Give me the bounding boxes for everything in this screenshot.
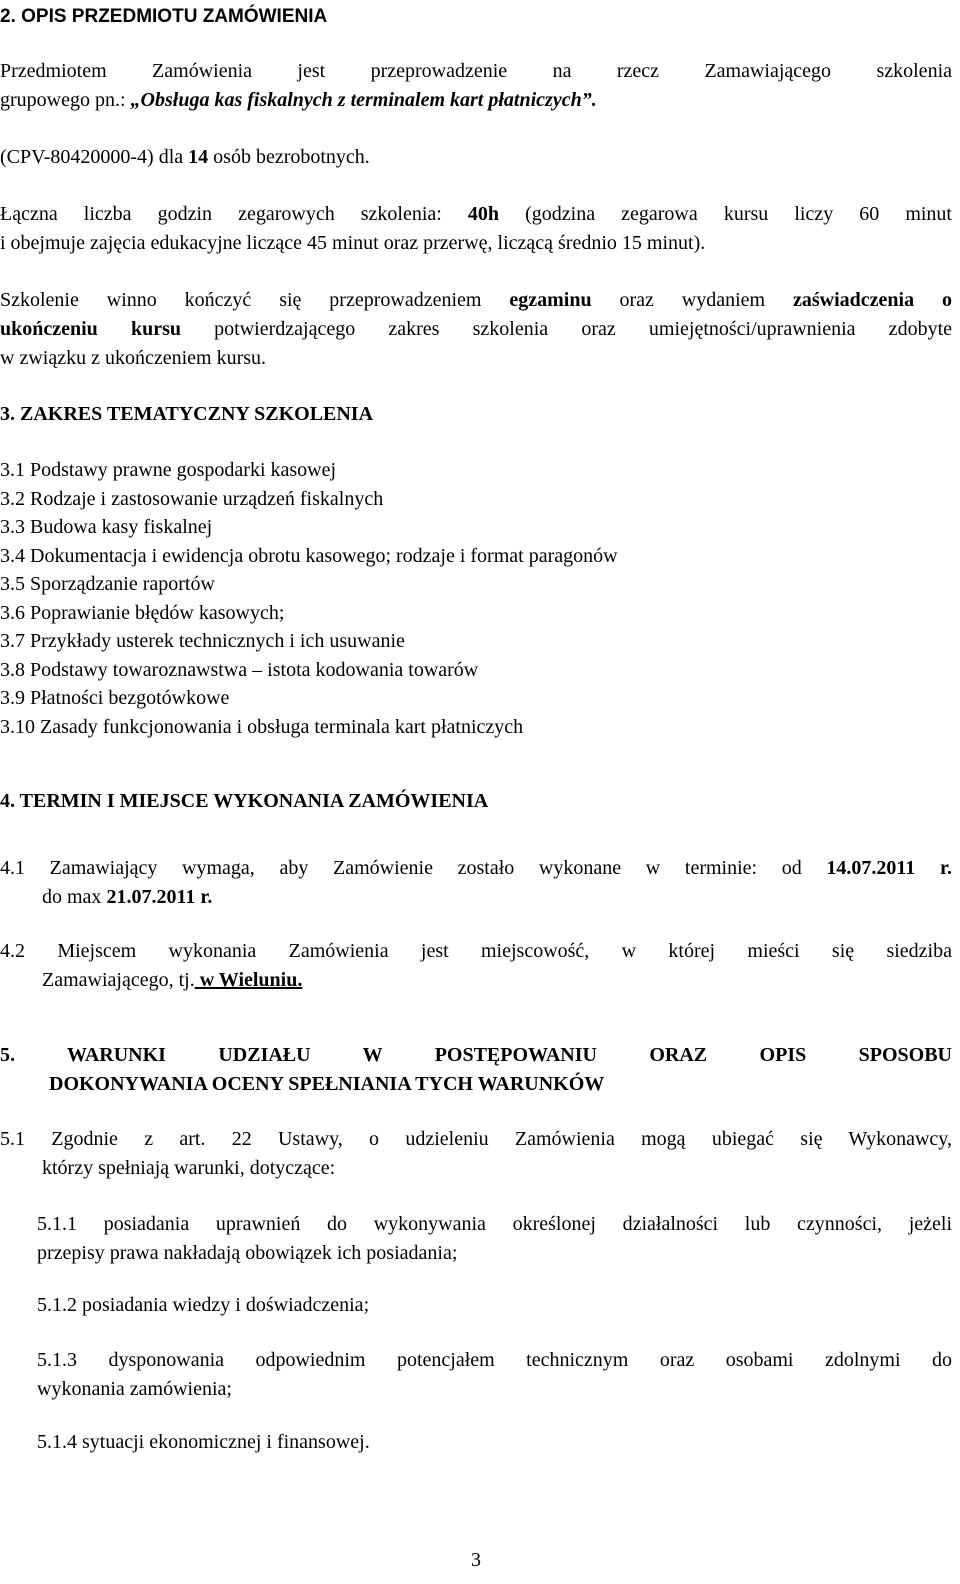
topic-item: 3.6 Poprawianie błędów kasowych;: [0, 601, 285, 624]
condition-1-line-2: przepisy prawa nakładają obowiązek ich posiadania;: [37, 1242, 458, 1264]
condition-4: 5.1.4 sytuacji ekonomicznej i finansowej.: [37, 1431, 370, 1453]
exam-text-line2: potwierdzającego zakres szkolenia oraz umiejętności/uprawnienia zdobyte: [181, 318, 952, 340]
term-max-text: do max: [42, 886, 107, 908]
conditions-line-1: 5.1 Zgodnie z art. 22 Ustawy, o udzieleniu Zamówienia mogą ubiegać się Wykonawcy,: [0, 1128, 952, 1150]
hours-prefix: Łączna liczba godzin zegarowych szkolenia:: [0, 203, 468, 225]
intro-line-1: Przedmiotem Zamówienia jest przeprowadzenie na rzecz Zamawiającego szkolenia: [0, 60, 952, 82]
hours-line-1: [0, 200, 952, 229]
topic-item: 3.10 Zasady funkcjonowania i obsługa terminala kart płatniczych: [0, 715, 524, 738]
cpv-suffix: osób bezrobotnych.: [208, 146, 370, 168]
section-3-heading: 3. ZAKRES TEMATYCZNY SZKOLENIA: [0, 403, 374, 425]
condition-3-line-2: wykonania zamówienia;: [37, 1378, 232, 1400]
certificate-keyword: zaświadczenia o: [793, 289, 953, 311]
section-5-heading-line-2: DOKONYWANIA OCENY SPEŁNIANIA TYCH WARUNKÓW: [49, 1073, 605, 1095]
section-2-heading: 2. OPIS PRZEDMIOTU ZAMÓWIENIA: [0, 6, 328, 27]
exam-text-a: Szkolenie winno kończyć się przeprowadzeniem: [0, 289, 510, 311]
topic-item: 3.2 Rodzaje i zastosowanie urządzeń fiskalnych: [0, 487, 384, 510]
participants-count: 14: [188, 146, 209, 168]
exam-keyword: egzaminu: [509, 289, 592, 311]
start-date: 14.07.2011 r.: [826, 857, 953, 879]
end-date: 21.07.2011 r.: [106, 886, 213, 908]
topic-item: 3.8 Podstawy towaroznawstwa – istota kodowania towarów: [0, 658, 479, 681]
condition-1-line-1: 5.1.1 posiadania uprawnień do wykonywania określonej działalności lub czynności, jeżeli: [37, 1213, 952, 1235]
section-5-heading-line-1: 5. WARUNKI UDZIAŁU W POSTĘPOWANIU ORAZ OPIS SPOSOBU: [0, 1044, 952, 1066]
conditions-line-2: którzy spełniają warunki, dotyczące:: [42, 1157, 336, 1179]
completion-keyword: ukończeniu kursu: [0, 318, 182, 340]
topic-item: 3.9 Płatności bezgotówkowe: [0, 687, 230, 709]
term-text: 4.1 Zamawiający wymaga, aby Zamówienie zostało wykonane w terminie: od: [0, 857, 827, 879]
term-line-1: [0, 854, 952, 883]
topics-list: [0, 456, 952, 741]
intro-prefix: grupowego pn.:: [0, 89, 131, 111]
intro-line-2: [0, 86, 952, 115]
topic-item: 3.1 Podstawy prawne gospodarki kasowej: [0, 459, 337, 481]
training-title: „Obsługa kas fiskalnych z terminalem kart płatniczych”.: [130, 89, 597, 111]
place-line-2: [42, 966, 952, 995]
place-text: Zamawiającego, tj.: [42, 969, 195, 991]
cpv-prefix: (CPV-80420000-4) dla: [0, 146, 189, 168]
page-number: 3: [471, 1549, 481, 1571]
hours-value: 40h: [467, 203, 500, 225]
exam-line-1: [0, 286, 952, 315]
topic-item: 3.5 Sporządzanie raportów: [0, 573, 215, 595]
place-line-1: 4.2 Miejscem wykonania Zamówienia jest miejscowość, w której mieści się siedziba: [0, 940, 952, 962]
place-name: w Wieluniu.: [194, 969, 303, 991]
section-4-heading: 4. TERMIN I MIEJSCE WYKONANIA ZAMÓWIENIA: [0, 790, 489, 812]
exam-line-2: [0, 315, 952, 344]
hours-line-2: i obejmuje zajęcia edukacyjne liczące 45 minut oraz przerwę, liczącą średnio 15 minut).: [0, 232, 706, 254]
term-line-2: [42, 883, 952, 912]
cpv-line: [0, 143, 952, 172]
topic-item: 3.3 Budowa kasy fiskalnej: [0, 516, 213, 538]
condition-3-line-1: 5.1.3 dysponowania odpowiednim potencjałem technicznym oraz osobami zdolnymi do: [37, 1349, 952, 1371]
topic-item: 3.4 Dokumentacja i ewidencja obrotu kasowego; rodzaje i format paragonów: [0, 544, 618, 567]
exam-text-c: oraz wydaniem: [591, 289, 794, 311]
exam-line-3: w związku z ukończeniem kursu.: [0, 347, 267, 369]
condition-2: 5.1.2 posiadania wiedzy i doświadczenia;: [37, 1294, 370, 1316]
hours-suffix: (godzina zegarowa kursu liczy 60 minut: [499, 203, 952, 225]
topic-item: 3.7 Przykłady usterek technicznych i ich usuwanie: [0, 630, 405, 652]
